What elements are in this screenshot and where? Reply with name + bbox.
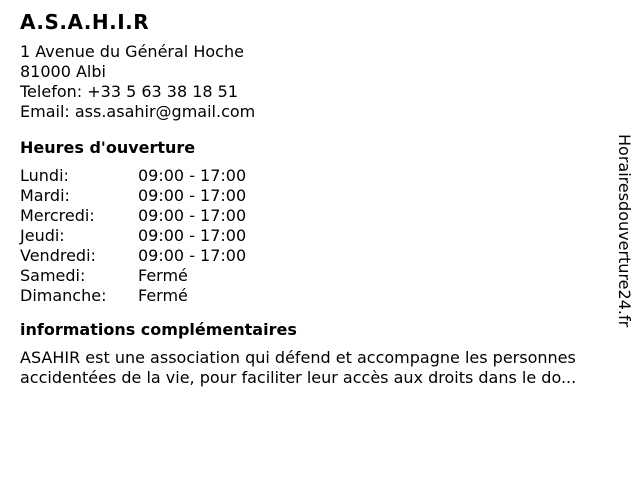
hours-row [20,246,610,266]
hours-time: Fermé [138,266,188,285]
business-listing [20,10,610,388]
hours-time: 09:00 - 17:00 [138,166,247,185]
hours-day: Mercredi: [20,206,95,225]
hours-row [20,206,610,226]
hours-time: 09:00 - 17:00 [138,206,247,225]
hours-time: Fermé [138,286,188,305]
hours-heading: Heures d'ouverture [20,138,196,157]
hours-row [20,286,610,306]
info-description: ASAHIR est une association qui défend et accompagne les personnes accidentées de la vie, pour faciliter leur accès aux droits dans le do... [20,348,577,387]
hours-time: 09:00 - 17:00 [138,186,247,205]
hours-row [20,186,610,206]
site-watermark: Horairesdouverture24.fr [615,134,634,328]
info-heading: informations complémentaires [20,320,297,339]
hours-day: Jeudi: [20,226,65,245]
hours-day: Lundi: [20,166,69,185]
hours-day: Dimanche: [20,286,107,305]
hours-row [20,226,610,246]
hours-time: 09:00 - 17:00 [138,246,247,265]
hours-row [20,166,610,186]
contact-block [20,42,610,122]
hours-row [20,266,610,286]
hours-time: 09:00 - 17:00 [138,226,247,245]
hours-table [20,166,610,306]
phone-line: Telefon: +33 5 63 38 18 51 [20,82,239,101]
address-line-2: 81000 Albi [20,62,106,81]
email-line: Email: ass.asahir@gmail.com [20,102,256,121]
hours-day: Mardi: [20,186,70,205]
hours-day: Samedi: [20,266,86,285]
hours-day: Vendredi: [20,246,96,265]
business-name: A.S.A.H.I.R [20,10,150,34]
address-line-1: 1 Avenue du Général Hoche [20,42,244,61]
